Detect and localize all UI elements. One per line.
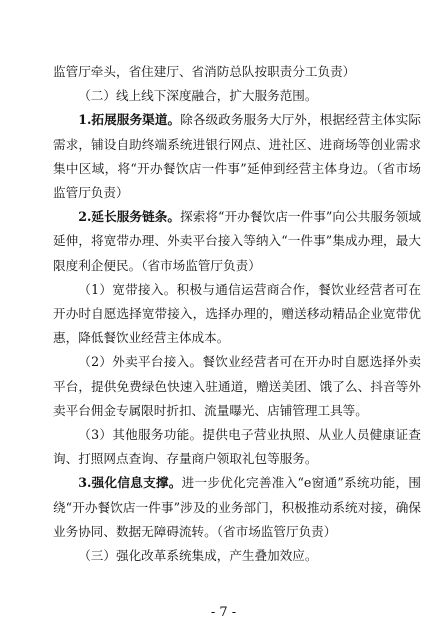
paragraph-extend-chain [53, 205, 421, 278]
paragraph-text: （2）外卖平台接入。餐饮业经营者可在开办时自愿选择外卖平台，提供免费绿色快速入驻通道，赠送美团、饿了么、抖音等外卖平台佣金专属限时折扣、流量曝光、店铺管理工具等。 [53, 354, 421, 418]
paragraph-continuation [53, 60, 421, 84]
page-number: - 7 - [210, 605, 237, 620]
paragraph-info-support [53, 471, 421, 544]
heading-text: （三）强化改革系统集成，产生叠加效应。 [78, 548, 318, 564]
paragraph-text: 进一步优化完善准入“e窗通”系统功能，围绕“开办餐饮店一件事”涉及的业务部门，积极推动系统对接，确保业务协同、数据无障碍流转。（省市场监管厅负责） [53, 475, 421, 539]
paragraph-takeout [53, 350, 421, 423]
paragraph-other-services [53, 423, 421, 471]
paragraph-text: （3）其他服务功能。提供电子营业执照、从业人员健康证查询、打照网点查询、存量商户领取礼包等服务。 [53, 427, 421, 467]
document-body [53, 60, 421, 568]
bold-lead: 1.拓展服务渠道。 [78, 112, 181, 128]
section-heading-3 [53, 544, 421, 568]
paragraph-text: 除各级政务服务大厅外，根据经营主体实际需求，铺设自助终端系统进银行网点、进社区、进商场等创业需求集中区域，将“开办餐饮店一件事”延伸到经营主体身边。（省市场监管厅负责） [53, 112, 422, 201]
heading-text: （二）线上线下深度融合，扩大服务范围。 [78, 88, 318, 104]
paragraph-broadband [53, 278, 421, 351]
paragraph-text: （1）宽带接入。积极与通信运营商合作，餐饮业经营者可在开办时自愿选择宽带接入，选择办理的，赠送移动精品企业宽带优惠，降低餐饮业经营主体成本。 [53, 281, 421, 346]
section-heading-2 [53, 84, 421, 108]
paragraph-expand-channels [53, 108, 421, 205]
bold-lead: 3.强化信息支撑。 [78, 475, 182, 491]
paragraph-text: 监管厅牵头，省住建厅、省消防总队按职责分工负责） [53, 64, 356, 79]
bold-lead: 2.延长服务链条。 [78, 209, 181, 225]
paragraph-text: 探索将“开办餐饮店一件事”向公共服务领域延伸，将宽带办理、外卖平台接入等纳入“一件事”集成办理，最大限度利企便民。（省市场监管厅负责） [53, 209, 421, 273]
